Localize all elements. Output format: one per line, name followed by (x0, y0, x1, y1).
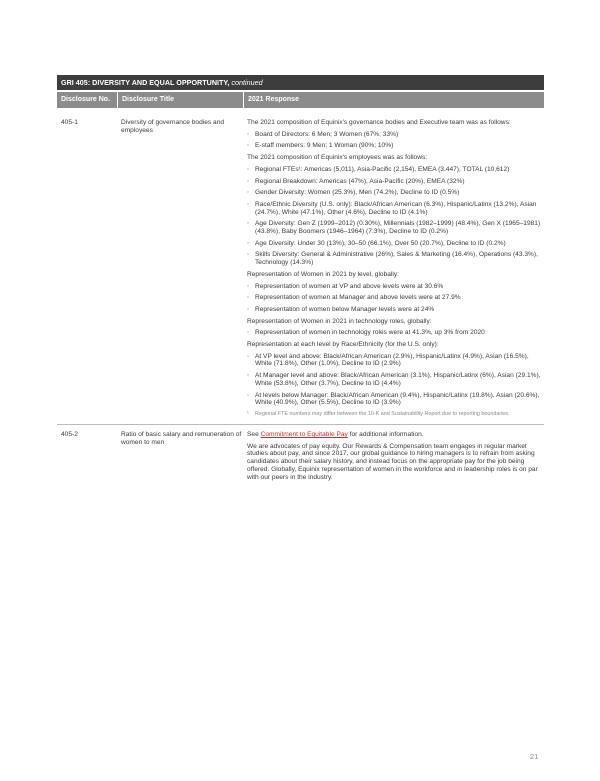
women-level-intro: Representation of Women in 2021 by level, globally: (247, 270, 399, 278)
footnote-text: Regional FTE numbers may differ between the 10-K and Sustainability Report due to reporting boundaries. (255, 410, 510, 417)
table-title-continued: continued (229, 78, 263, 87)
list-item: ◦ Age Diversity: Under 30 (13%), 30–50 (66.1%), Over 50 (20.7%), Decline to ID (0.2%) (247, 239, 506, 247)
list-item: ◦ At VP level and above: Black/African American (2.9%), Hispanic/Latinx (4.9%), Asian (16.5%), White (71.8%), Other (1.0%), Decline to ID (2.9%) (247, 352, 529, 368)
list-item: ◦ Gender Diversity: Women (25.3%), Men (74.2%), Decline to ID (0.5%) (247, 189, 460, 197)
circle-bullet-icon: ◦ (247, 130, 250, 138)
circle-bullet-icon: ◦ (247, 239, 250, 247)
footnote-mark: ¹ (247, 410, 249, 417)
circle-bullet-icon: ◦ (247, 200, 250, 208)
circle-bullet-icon: ◦ (247, 391, 250, 399)
disclosure-title: Diversity of governance bodies and employees (121, 119, 224, 134)
response-cell (243, 431, 544, 485)
circle-bullet-icon: ◦ (247, 329, 250, 337)
governance-intro: The 2021 composition of Equinix's governance bodies and Executive team was as follows: (247, 119, 511, 126)
circle-bullet-icon: ◦ (247, 177, 250, 185)
circle-bullet-icon: ◦ (247, 165, 250, 173)
list-item: ◦ Skills Diversity: General & Administrative (26%), Sales & Marketing (16.4%), Operations (43.3%), Technology (14.3%) (247, 251, 538, 267)
circle-bullet-icon: ◦ (247, 142, 250, 150)
employees-list (247, 166, 544, 267)
table-title: GRI 405: DIVERSITY AND EQUAL OPPORTUNITY, (61, 78, 230, 87)
women-tech-list (247, 329, 544, 337)
column-header-row (57, 92, 544, 108)
col-header-response: 2021 Response (243, 92, 544, 108)
circle-bullet-icon: ◦ (247, 352, 250, 360)
governance-list (247, 131, 544, 150)
col-header-disclosure-title: Disclosure Title (117, 92, 243, 108)
see-reference: See Commitment to Equitable Pay for additional information. (247, 430, 424, 438)
gri-405-table (57, 75, 544, 485)
list-item: ◦ Representation of women below Manager levels were at 24% (247, 305, 435, 313)
table-row-405-1 (57, 108, 544, 424)
circle-bullet-icon: ◦ (247, 305, 250, 313)
employees-intro: The 2021 composition of Equinix's employees was as follows: (247, 154, 428, 162)
table-row-405-2 (57, 424, 544, 485)
list-item: ◦ Representation of women at VP and above levels were at 30.6% (247, 282, 444, 290)
equitable-pay-link[interactable]: Commitment to Equitable Pay (260, 430, 348, 438)
list-item: ◦ Regional Breakdown: Americas (47%), Asia-Pacific (20%), EMEA (32%) (247, 177, 465, 185)
list-item: ◦ Representation of women at Manager and above levels were at 27.9% (247, 294, 461, 302)
women-tech-intro: Representation of Women in 2021 in technology roles, globally: (247, 317, 432, 325)
list-item: ◦ Regional FTEs¹: Americas (5,011), Asia-Pacific (2,154), EMEA (3,447), TOTAL (10,612) (247, 165, 510, 173)
list-item: ◦ At levels below Manager: Black/African American (9.4%), Hispanic/Latinx (19.8%), Asian (20.6%), White (40.9%), Other (5.5%), Decline to ID (3.9%) (247, 391, 540, 407)
circle-bullet-icon: ◦ (247, 372, 250, 380)
disclosure-title: Ratio of basic salary and remuneration of women to men (121, 430, 242, 446)
list-item: ◦ E-staff members: 9 Men; 1 Woman (90%; 10%) (247, 142, 394, 150)
list-item: ◦ Age Diversity: Gen Z (1999–2012) (0.30%), Millennials (1982–1999) (48.4%), Gen X (1965–1981) (43.8%), Baby Boomers (1946–1964) (7.3%), Decline to ID (0.2%) (247, 220, 541, 236)
col-header-disclosure-no: Disclosure No. (61, 96, 111, 103)
table-title-bar (57, 75, 544, 90)
circle-bullet-icon: ◦ (247, 220, 250, 228)
disclosure-no: 405-1 (61, 119, 78, 126)
list-item: ◦ Representation of women in technology roles were at 41.3%, up 3% from 2020 (247, 329, 485, 337)
circle-bullet-icon: ◦ (247, 294, 250, 302)
women-level-list (247, 283, 544, 314)
list-item: ◦ Race/Ethnic Diversity (U.S. only): Black/African American (6.3%), Hispanic/Latinx (13.2%), Asian (24.7%), White (47.1%), Other (4.6%), Decline to ID (4.1%) (247, 200, 537, 216)
circle-bullet-icon: ◦ (247, 189, 250, 197)
footnote (247, 411, 544, 418)
race-level-intro: Representation at each level by Race/Ethnicity (for the U.S. only): (247, 341, 439, 349)
race-level-list (247, 353, 544, 407)
circle-bullet-icon: ◦ (247, 282, 250, 290)
pay-equity-body: We are advocates of pay equity. Our Rewards & Compensation team engages in regular market studies about pay, and since 2017, our global guidance to hiring managers is to refrain from asking candidates about their salary history, and instead focus on the appropriate pay for the job being offered. Globally, Equinix representation of women in the workforce and in leadership roles is on par with our peers in the industry. (247, 442, 538, 481)
page-number: 21 (530, 752, 539, 761)
circle-bullet-icon: ◦ (247, 251, 250, 259)
list-item: ◦ Board of Directors: 6 Men; 3 Women (67%; 33%) (247, 130, 399, 138)
disclosure-no: 405-2 (61, 430, 78, 438)
response-cell (243, 119, 544, 418)
list-item: ◦ At Manager level and above: Black/African American (3.1%), Hispanic/Latinx (6%), Asian (29.1%), White (53.8%), Other (3.7%), Decline to ID (4.4%) (247, 372, 541, 387)
